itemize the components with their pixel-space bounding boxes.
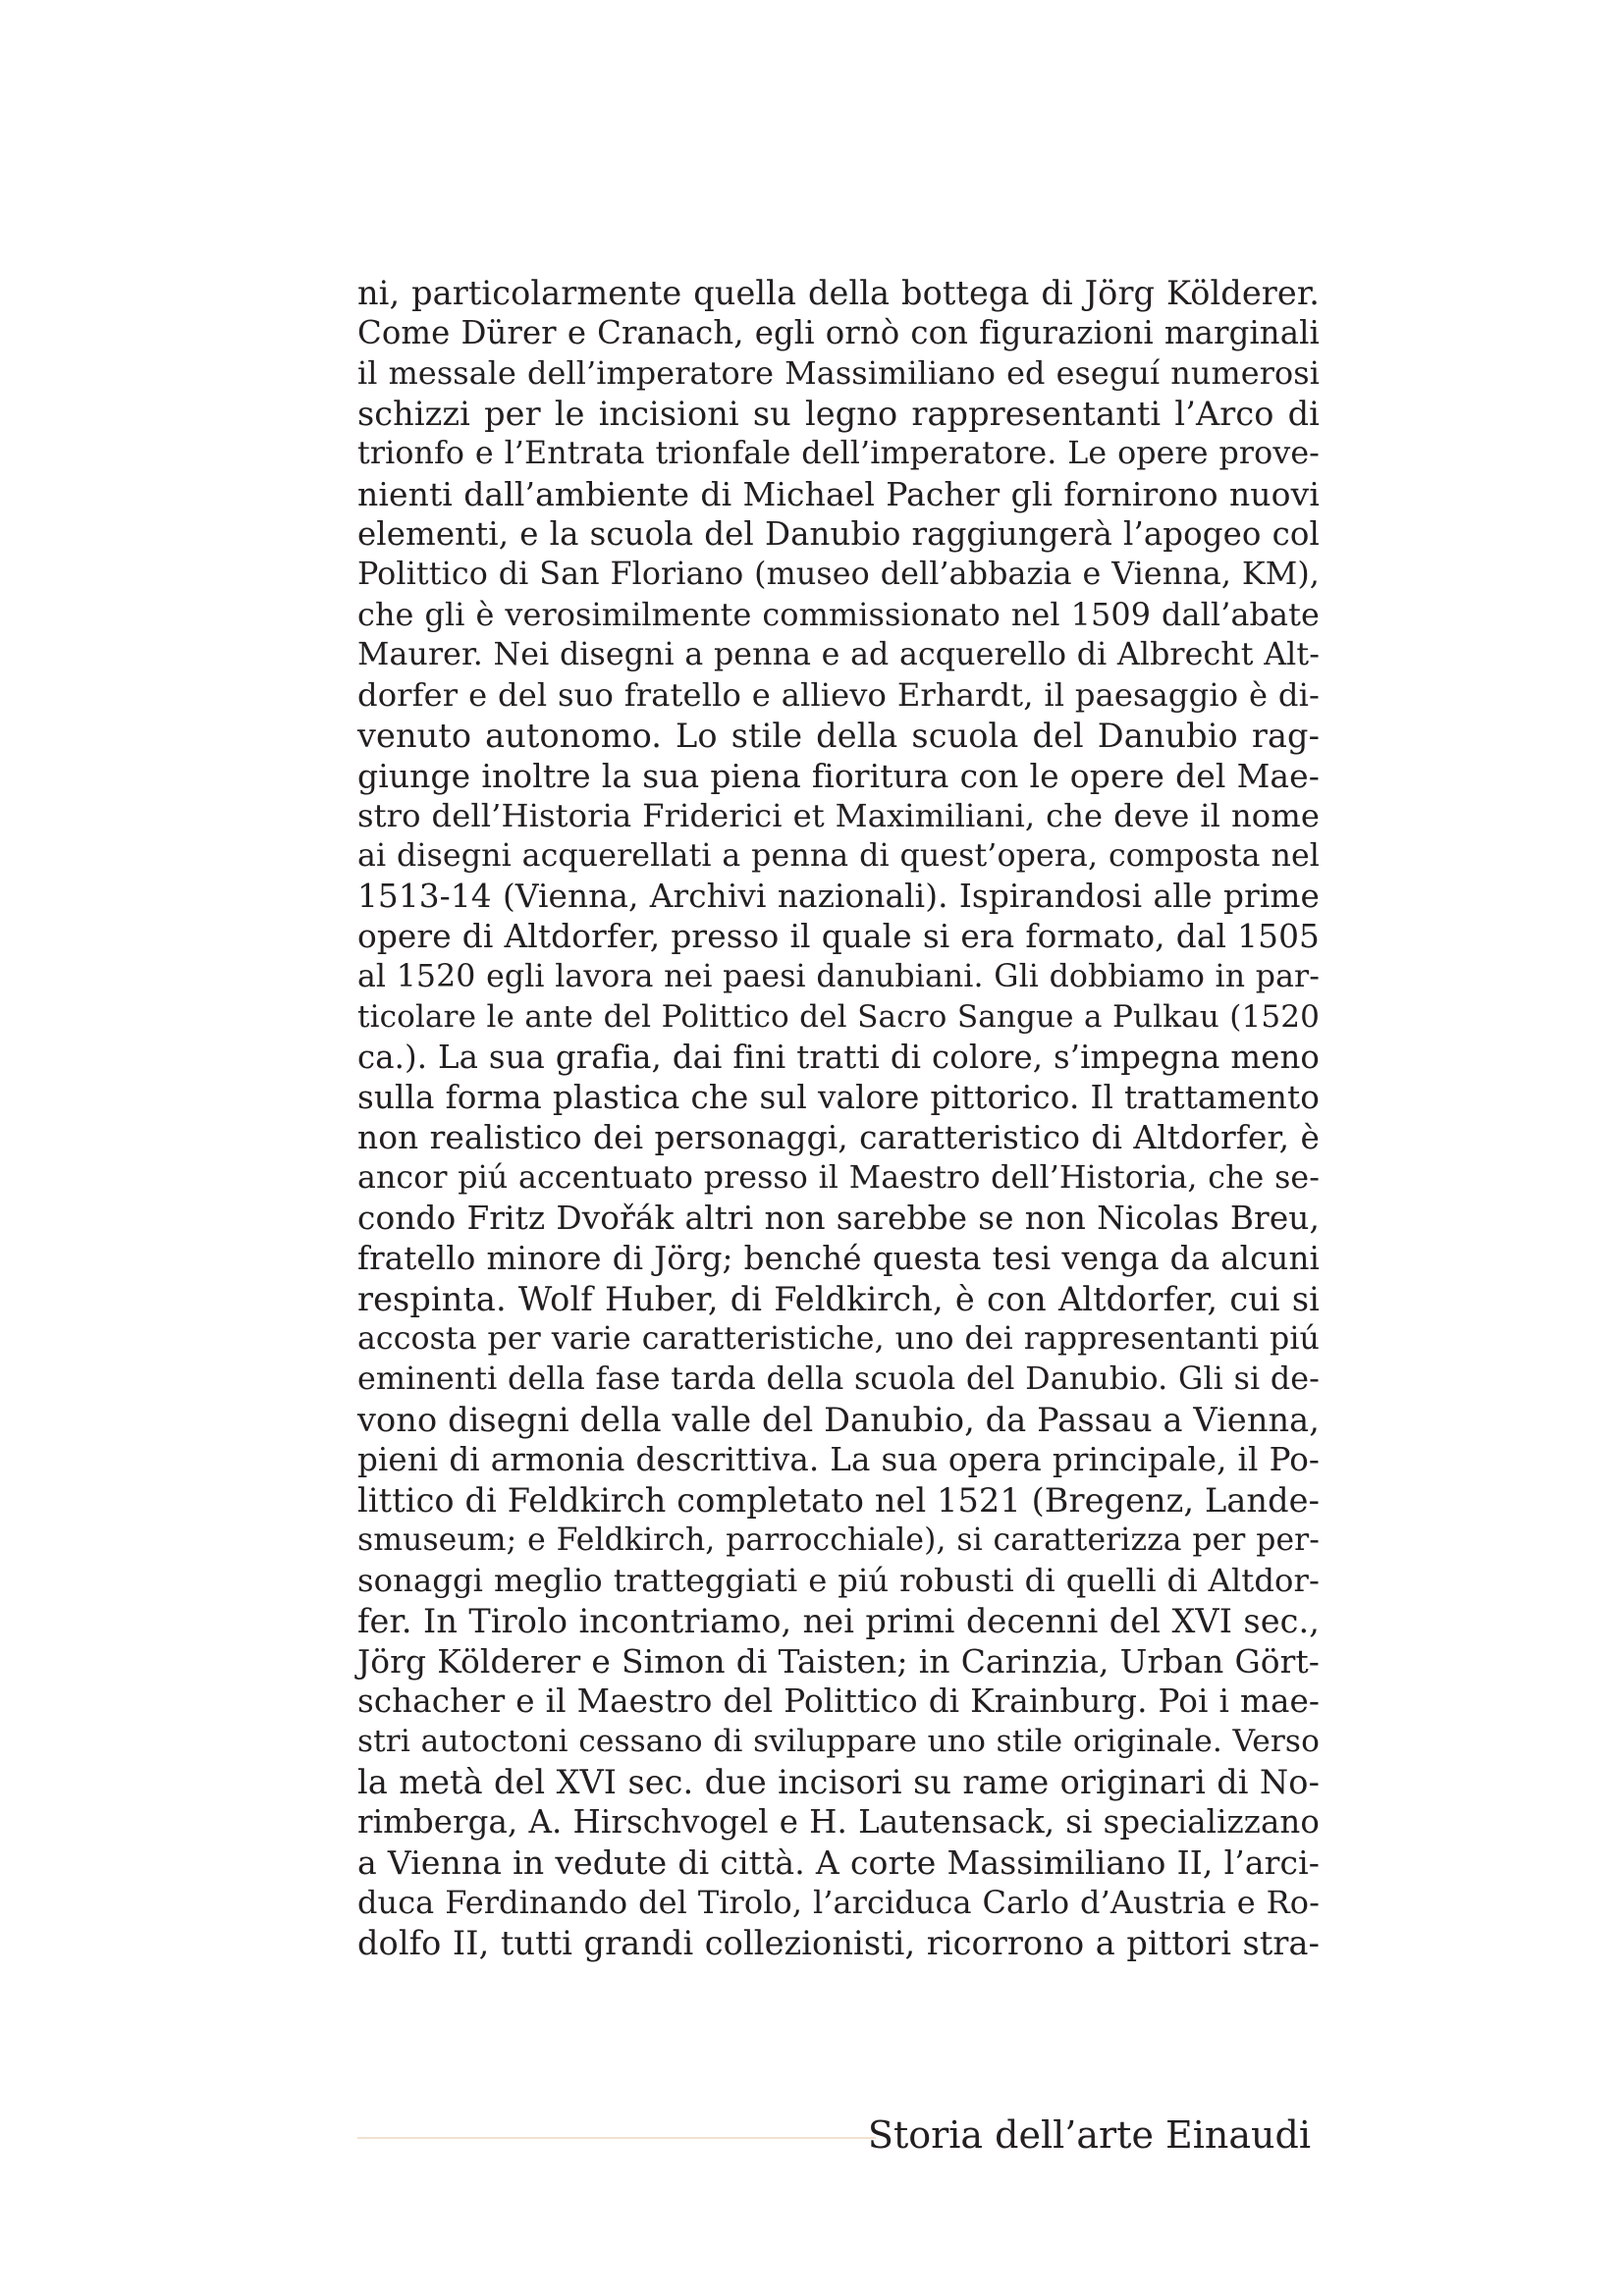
text-line: ticolare le ante del Polittico del Sacro Sangue a Pulkau (1520 bbox=[357, 999, 1320, 1035]
text-line: littico di Feldkirch completato nel 1521 (Bregenz, Lande- bbox=[357, 1481, 1320, 1520]
text-line: al 1520 egli lavora nei paesi danubiani. Gli dobbiamo in par- bbox=[357, 959, 1320, 994]
text-line: sulla forma plastica che sul valore pittorico. Il trattamento bbox=[357, 1079, 1320, 1116]
text-line: sonaggi meglio tratteggiati e piú robusti di quelli di Altdor- bbox=[357, 1562, 1320, 1599]
text-line: respinta. Wolf Huber, di Feldkirch, è con Altdorfer, cui si bbox=[357, 1280, 1320, 1318]
text-line: pieni di armonia descrittiva. La sua opera principale, il Po- bbox=[357, 1441, 1320, 1478]
text-line: condo Fritz Dvořák altri non sarebbe se non Nicolas Breu, bbox=[357, 1200, 1320, 1237]
body-text bbox=[357, 273, 1320, 1963]
text-line: il messale dell’imperatore Massimiliano ed eseguí numerosi bbox=[357, 354, 1320, 392]
text-line: fratello minore di Jörg; benché questa tesi venga da alcuni bbox=[357, 1240, 1320, 1277]
text-line: a Vienna in vedute di città. A corte Massimiliano II, l’arci- bbox=[357, 1843, 1320, 1882]
text-line: la metà del XVI sec. due incisori su rame originari di No- bbox=[357, 1763, 1320, 1801]
text-line: nienti dall’ambiente di Michael Pacher gli fornirono nuovi bbox=[357, 475, 1320, 513]
footer-title: Storia dell’arte Einaudi bbox=[867, 2113, 1311, 2157]
text-line: schacher e il Maestro del Polittico di Krainburg. Poi i mae- bbox=[357, 1682, 1320, 1720]
text-line: stro dell’Historia Friderici et Maximiliani, che deve il nome bbox=[357, 797, 1320, 834]
text-line: Come Dürer e Cranach, egli ornò con figurazioni marginali bbox=[357, 314, 1320, 351]
text-line: non realistico dei personaggi, caratteristico di Altdorfer, è bbox=[357, 1119, 1320, 1156]
text-line: Polittico di San Floriano (museo dell’abbazia e Vienna, KM), bbox=[357, 557, 1320, 592]
text-line: ancor piú accentuato presso il Maestro dell’Historia, che se- bbox=[357, 1160, 1320, 1196]
text-line: accosta per varie caratteristiche, uno dei rappresentanti piú bbox=[357, 1321, 1320, 1357]
text-line: smuseum; e Feldkirch, parrocchiale), si caratterizza per per- bbox=[357, 1522, 1320, 1558]
text-line: ai disegni acquerellati a penna di quest’opera, composta nel bbox=[357, 838, 1320, 874]
text-line: schizzi per le incisioni su legno rappresentanti l’Arco di bbox=[357, 395, 1320, 433]
text-line: trionfo e l’Entrata trionfale dell’imperatore. Le opere prove- bbox=[357, 436, 1320, 471]
text-line: vono disegni della valle del Danubio, da Passau a Vienna, bbox=[357, 1401, 1320, 1439]
text-line: venuto autonomo. Lo stile della scuola del Danubio rag- bbox=[357, 717, 1320, 755]
text-line: Jörg Kölderer e Simon di Taisten; in Carinzia, Urban Gört- bbox=[357, 1642, 1320, 1681]
text-line: eminenti della fase tarda della scuola del Danubio. Gli si de- bbox=[357, 1362, 1320, 1397]
text-line: ca.). La sua grafia, dai fini tratti di colore, s’impegna meno bbox=[357, 1039, 1320, 1076]
text-line: opere di Altdorfer, presso il quale si era formato, dal 1505 bbox=[357, 918, 1320, 955]
text-line: elementi, e la scuola del Danubio raggiungerà l’apogeo col bbox=[357, 515, 1320, 553]
text-line: ni, particolarmente quella della bottega di Jörg Kölderer. bbox=[357, 274, 1320, 312]
text-line: dolfo II, tutti grandi collezionisti, ricorrono a pittori stra- bbox=[357, 1924, 1320, 1962]
text-line: rimberga, A. Hirschvogel e H. Lautensack, si specializzano bbox=[357, 1803, 1320, 1841]
text-line: duca Ferdinando del Tirolo, l’arciduca Carlo d’Austria e Ro- bbox=[357, 1884, 1320, 1921]
text-line: stri autoctoni cessano di sviluppare uno stile originale. Verso bbox=[357, 1724, 1320, 1759]
text-line: che gli è verosimilmente commissionato nel 1509 dall’abate bbox=[357, 596, 1320, 633]
text-line: 1513-14 (Vienna, Archivi nazionali). Ispirandosi alle prime bbox=[357, 878, 1320, 915]
text-line: fer. In Tirolo incontriamo, nei primi decenni del XVI sec., bbox=[357, 1602, 1320, 1640]
text-line: dorfer e del suo fratello e allievo Erhardt, il paesaggio è di- bbox=[357, 676, 1320, 714]
footer-rule bbox=[357, 2137, 876, 2139]
text-line: Maurer. Nei disegni a penna e ad acquerello di Albrecht Alt- bbox=[357, 637, 1320, 672]
text-line: giunge inoltre la sua piena fioritura con le opere del Mae- bbox=[357, 757, 1320, 795]
